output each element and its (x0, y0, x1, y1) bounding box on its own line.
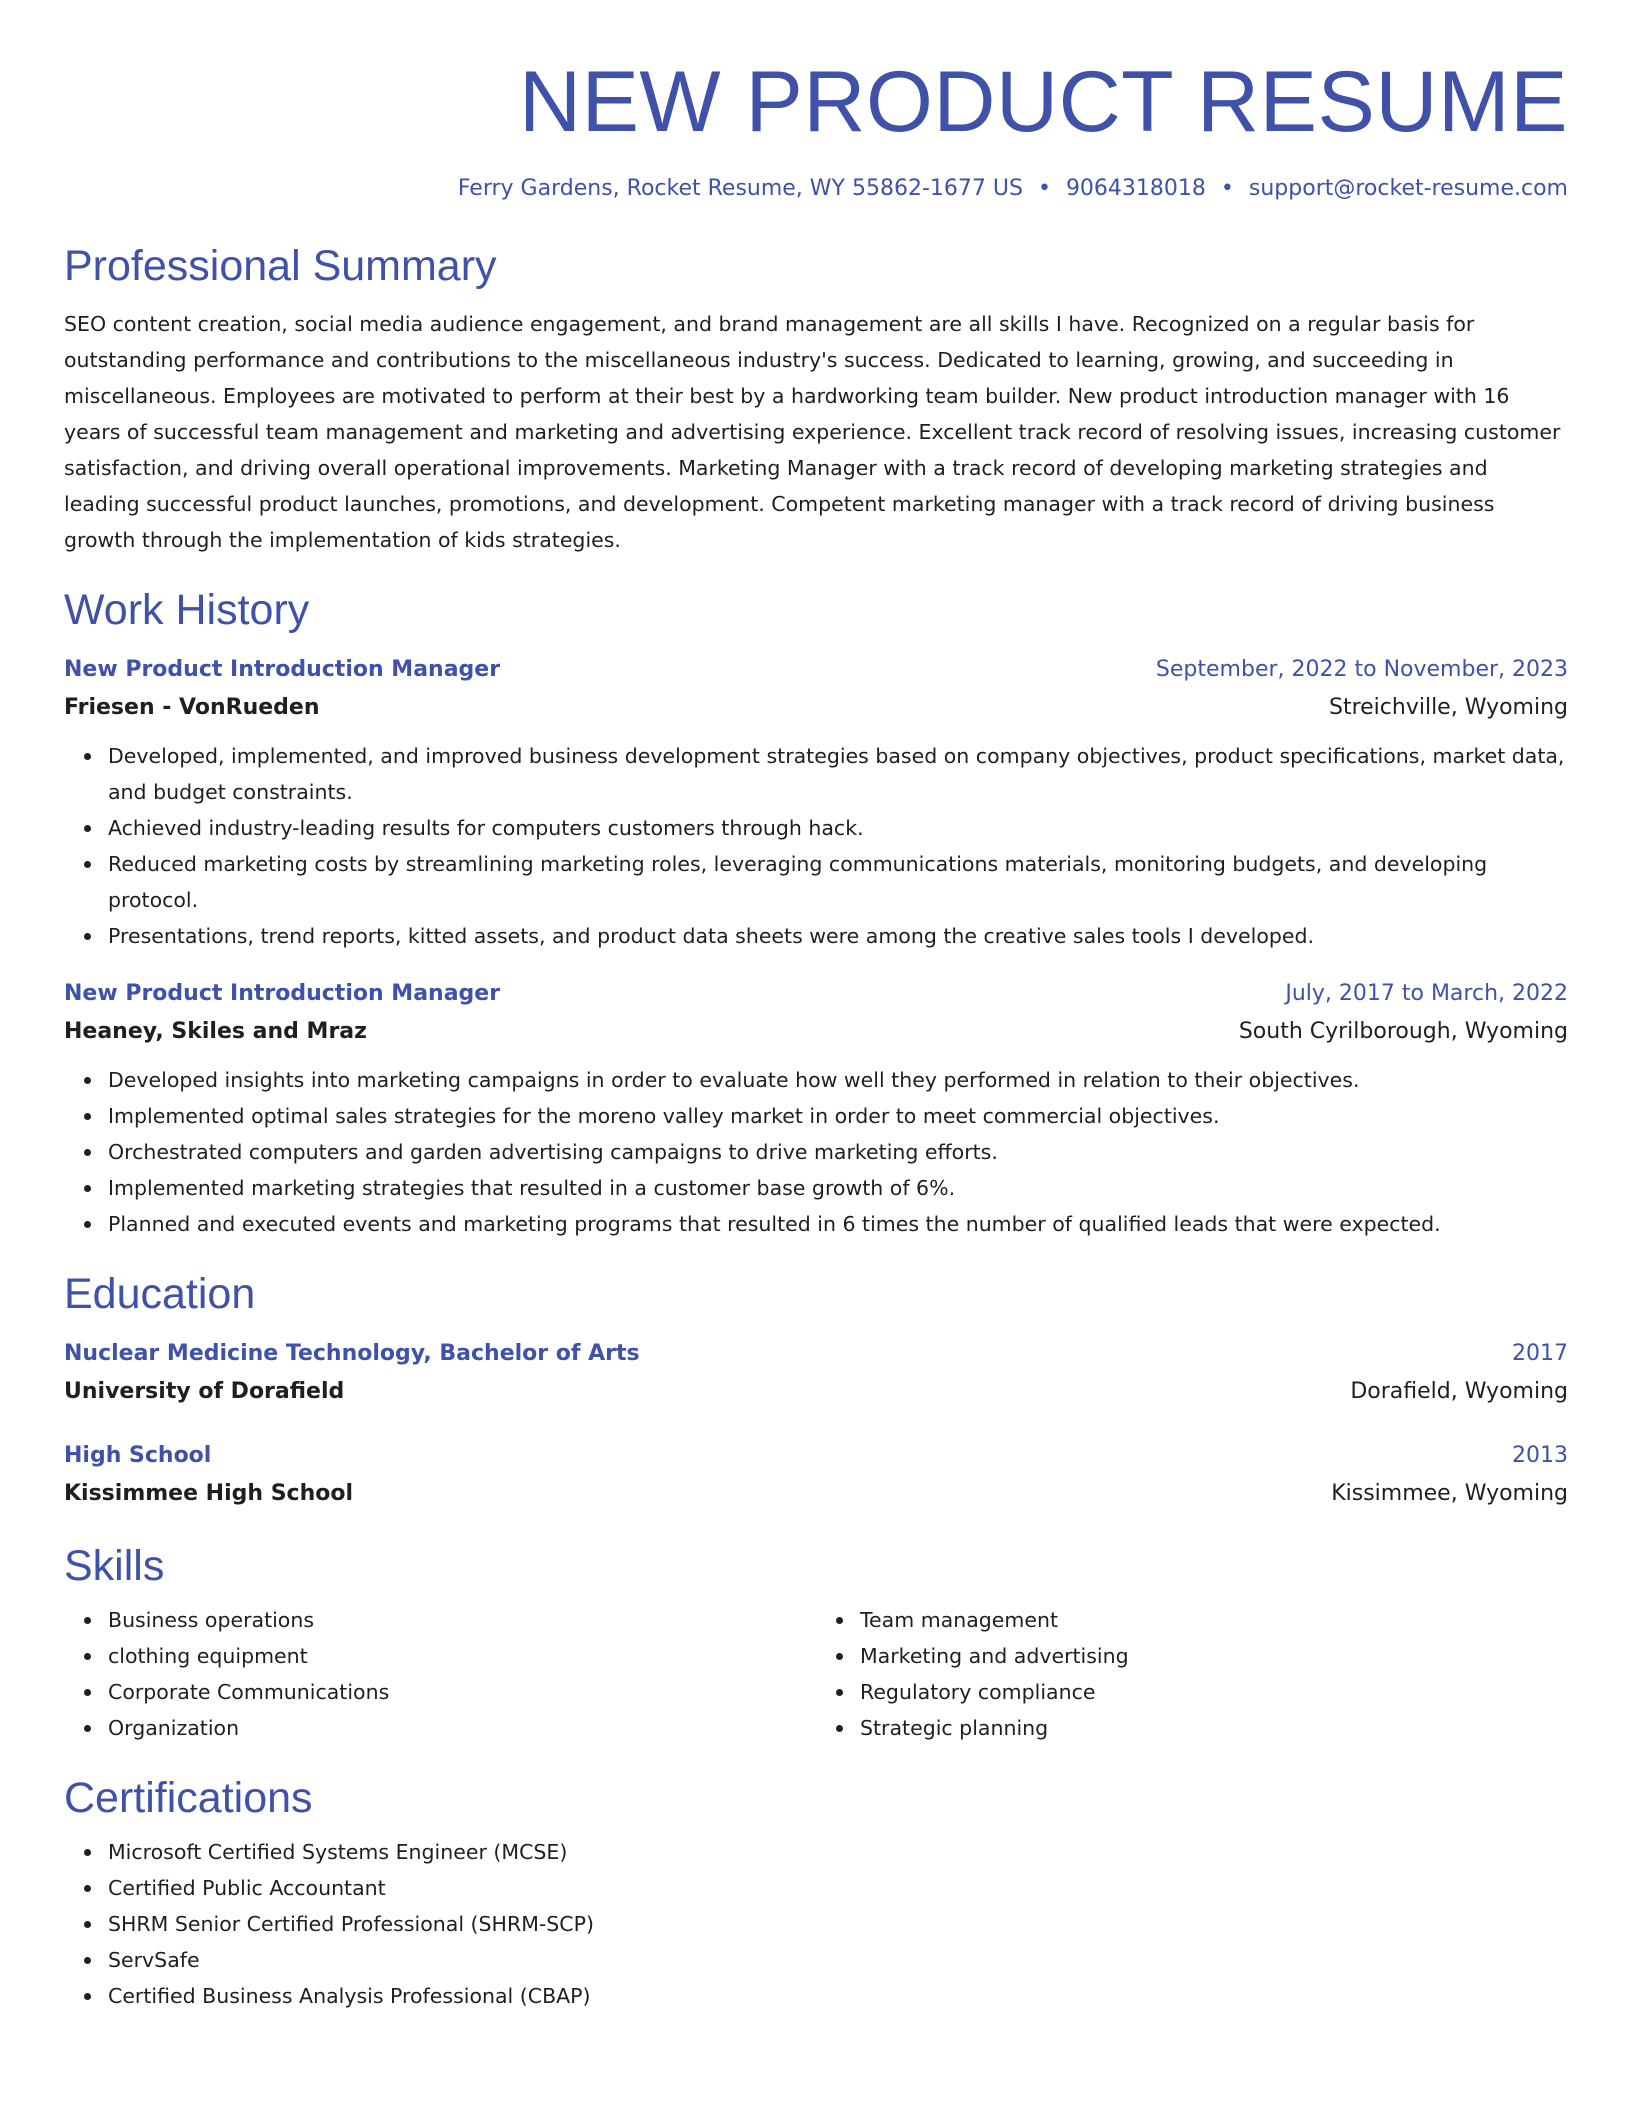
job-dates: July, 2017 to March, 2022 (1285, 981, 1568, 1006)
education-location: Dorafield, Wyoming (1350, 1379, 1568, 1404)
job-title: New Product Introduction Manager (64, 657, 501, 682)
summary-section (64, 240, 1568, 558)
education-entry (64, 1336, 1568, 1412)
skill-item: Regulatory compliance (860, 1674, 1568, 1710)
job-dates: September, 2022 to November, 2023 (1155, 657, 1568, 682)
job-bullet: Reduced marketing costs by streamlining marketing roles, leveraging communications materials, monitoring budgets, and developing protocol. (108, 846, 1568, 918)
certifications-list (64, 1834, 1568, 2014)
skill-item: Business operations (108, 1602, 816, 1638)
certifications-heading: Certifications (64, 1774, 313, 1822)
contact-separator: • (1037, 176, 1051, 201)
education-location: Kissimmee, Wyoming (1331, 1481, 1568, 1506)
education-year: 2017 (1512, 1341, 1568, 1366)
job-company: Heaney, Skiles and Mraz (64, 1019, 367, 1044)
contact-phone: 9064318018 (1065, 176, 1206, 201)
skills-columns (64, 1592, 1568, 1746)
job-bullet: Planned and executed events and marketing programs that resulted in 6 times the number of qualified leads that were expected. (108, 1206, 1568, 1242)
skill-item: Team management (860, 1602, 1568, 1638)
job-bullets (64, 738, 1568, 954)
job-bullet: Presentations, trend reports, kitted assets, and product data sheets were among the creative sales tools I developed. (108, 918, 1568, 954)
job-location: South Cyrilborough, Wyoming (1238, 1019, 1568, 1044)
education-school: Kissimmee High School (64, 1481, 354, 1506)
resume-header (64, 0, 1568, 204)
job-entry (64, 652, 1568, 954)
job-header-row (64, 652, 1568, 688)
job-company: Friesen - VonRueden (64, 695, 320, 720)
job-header-row (64, 976, 1568, 1012)
job-bullet: Implemented marketing strategies that resulted in a customer base growth of 6%. (108, 1170, 1568, 1206)
education-entry (64, 1438, 1568, 1514)
education-degree: High School (64, 1443, 212, 1468)
work-history-heading: Work History (64, 586, 310, 634)
contact-separator: • (1220, 176, 1234, 201)
education-school-row (64, 1474, 1568, 1514)
education-header-row (64, 1336, 1568, 1372)
education-year: 2013 (1512, 1443, 1568, 1468)
resume-page (64, 0, 1568, 2014)
skill-item: clothing equipment (108, 1638, 816, 1674)
education-heading: Education (64, 1270, 256, 1318)
certification-item: Certified Business Analysis Professional (CBAP) (108, 1978, 1568, 2014)
certification-item: Certified Public Accountant (108, 1870, 1568, 1906)
education-school: University of Dorafield (64, 1379, 345, 1404)
skills-list-right (816, 1602, 1568, 1746)
education-section (64, 1268, 1568, 1514)
contact-address: Ferry Gardens, Rocket Resume, WY 55862-1677 US (457, 176, 1023, 201)
contact-email: support@rocket-resume.com (1248, 176, 1568, 201)
summary-heading: Professional Summary (64, 242, 497, 290)
resume-title: NEW PRODUCT RESUME (518, 54, 1568, 150)
skill-item: Strategic planning (860, 1710, 1568, 1746)
job-bullet: Developed insights into marketing campaigns in order to evaluate how well they performed in relation to their objectives. (108, 1062, 1568, 1098)
job-org-row (64, 688, 1568, 728)
job-bullet: Implemented optimal sales strategies for the moreno valley market in order to meet commercial objectives. (108, 1098, 1568, 1134)
certification-item: SHRM Senior Certified Professional (SHRM-SCP) (108, 1906, 1568, 1942)
education-degree: Nuclear Medicine Technology, Bachelor of Arts (64, 1341, 640, 1366)
job-entry (64, 976, 1568, 1242)
skills-section (64, 1540, 1568, 1746)
education-school-row (64, 1372, 1568, 1412)
job-title: New Product Introduction Manager (64, 981, 501, 1006)
certifications-section (64, 1772, 1568, 2014)
job-location: Streichville, Wyoming (1328, 695, 1568, 720)
skill-item: Organization (108, 1710, 816, 1746)
job-bullets (64, 1062, 1568, 1242)
skills-heading: Skills (64, 1542, 165, 1590)
summary-text: SEO content creation, social media audience engagement, and brand management are all skills I have. Recognized on a regular basis for outstanding performance and contributions to the miscellaneous industry's success. Dedicated to learning, growing, and succeeding in miscellaneous. Employees are motivated to perform at their best by a hardworking team builder. New product introduction manager with 16 years of successful team management and marketing and advertising experience. Excellent track record of resolving issues, increasing customer satisfaction, and driving overall operational improvements. Marketing Manager with a track record of developing marketing strategies and leading successful product launches, promotions, and development. Competent marketing manager with a track record of driving business growth through the implementation of kids strategies. (64, 312, 1561, 552)
work-history-section (64, 584, 1568, 1242)
skill-item: Corporate Communications (108, 1674, 816, 1710)
job-bullet: Orchestrated computers and garden advertising campaigns to drive marketing efforts. (108, 1134, 1568, 1170)
job-bullet: Developed, implemented, and improved business development strategies based on company objectives, product specifications, market data, and budget constraints. (108, 738, 1568, 810)
certification-item: Microsoft Certified Systems Engineer (MCSE) (108, 1834, 1568, 1870)
job-bullet: Achieved industry-leading results for computers customers through hack. (108, 810, 1568, 846)
skill-item: Marketing and advertising (860, 1638, 1568, 1674)
contact-line (64, 174, 1568, 204)
skills-list-left (64, 1602, 816, 1746)
job-org-row (64, 1012, 1568, 1052)
certification-item: ServSafe (108, 1942, 1568, 1978)
education-header-row (64, 1438, 1568, 1474)
